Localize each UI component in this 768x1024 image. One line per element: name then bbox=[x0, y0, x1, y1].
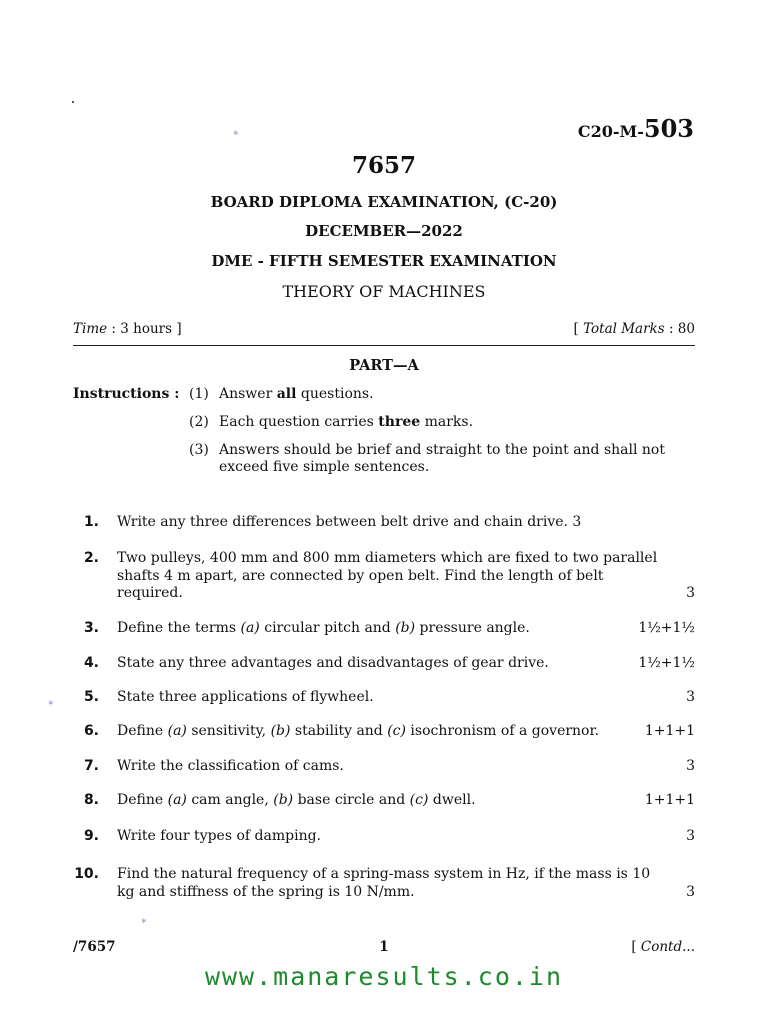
marks-open-bracket: [ bbox=[573, 321, 584, 337]
instruction-item bbox=[189, 442, 679, 476]
question-subpart-label: (a) bbox=[167, 723, 187, 739]
question-text-part: sensitivity, bbox=[186, 723, 271, 739]
instruction-text: Answers should be brief and straight to the point and shall not exceed five simple sentences. bbox=[219, 442, 665, 475]
question-subpart-label: (c) bbox=[409, 792, 429, 808]
paper-code: 7657 bbox=[351, 152, 416, 179]
question-item bbox=[73, 550, 695, 603]
question-item bbox=[73, 723, 695, 741]
question-item bbox=[73, 655, 695, 673]
question-marks: 1+1+1 bbox=[644, 723, 695, 739]
header-divider bbox=[73, 345, 695, 346]
website-watermark: www.manaresults.co.in bbox=[204, 962, 564, 991]
question-text-part: dwell. bbox=[428, 792, 476, 808]
question-text-part: stability and bbox=[290, 723, 388, 739]
question-number: 10. bbox=[74, 866, 99, 882]
decorative-star-icon: ✶ bbox=[232, 129, 240, 139]
instruction-item bbox=[189, 414, 679, 431]
decorative-star-icon: ✶ bbox=[47, 699, 55, 709]
question-subpart-label: (b) bbox=[395, 620, 416, 636]
instruction-text-part: Answer bbox=[219, 386, 277, 402]
question-marks: 1½+1½ bbox=[638, 620, 695, 636]
question-text: Write four types of damping. bbox=[117, 828, 321, 844]
question-marks: 3 bbox=[686, 758, 695, 774]
marks-value: : 80 bbox=[668, 321, 695, 337]
question-text-part: Define bbox=[117, 792, 168, 808]
continued-note bbox=[631, 939, 695, 955]
instruction-text bbox=[219, 414, 679, 431]
semester-title: DME - FIFTH SEMESTER EXAMINATION bbox=[211, 252, 557, 270]
question-item bbox=[73, 620, 695, 638]
question-marks: 1+1+1 bbox=[644, 792, 695, 808]
instruction-text-part: Each question carries bbox=[219, 414, 379, 430]
question-text-part: pressure angle. bbox=[415, 620, 530, 636]
question-number: 9. bbox=[83, 828, 99, 844]
question-number: 2. bbox=[83, 550, 99, 566]
question-text: Write the classification of cams. bbox=[117, 758, 344, 774]
subject-code-number: 503 bbox=[643, 114, 694, 143]
continued-text: Contd... bbox=[640, 939, 695, 955]
marks-label: Total Marks bbox=[583, 321, 665, 337]
question-item bbox=[73, 828, 695, 846]
question-marks: 3 bbox=[686, 689, 695, 705]
question-item bbox=[73, 758, 695, 776]
question-number: 1. bbox=[83, 514, 99, 530]
instruction-text-part: questions. bbox=[296, 386, 374, 402]
exam-board-title: BOARD DIPLOMA EXAMINATION, (C-20) bbox=[210, 193, 558, 211]
question-text bbox=[117, 723, 629, 741]
subject-code bbox=[578, 114, 694, 143]
instruction-text-part: marks. bbox=[420, 414, 474, 430]
question-text: Find the natural frequency of a spring-mass system in Hz, if the mass is 10 kg and stiffness of the spring is 10 N/mm. bbox=[117, 866, 651, 900]
subject-title: THEORY OF MACHINES bbox=[282, 282, 486, 301]
question-item bbox=[73, 514, 695, 532]
question-text-part: base circle and bbox=[293, 792, 410, 808]
question-text-part: circular pitch and bbox=[259, 620, 396, 636]
question-text-part: Define the terms bbox=[117, 620, 241, 636]
question-number: 7. bbox=[83, 758, 99, 774]
question-number: 4. bbox=[83, 655, 99, 671]
subject-code-prefix: C20-M- bbox=[577, 122, 644, 141]
question-subpart-label: (b) bbox=[273, 792, 294, 808]
question-item bbox=[73, 792, 695, 810]
footer-paper-code: /7657 bbox=[73, 939, 116, 955]
instruction-text-bold: all bbox=[276, 386, 297, 402]
instruction-number: (1) bbox=[189, 386, 209, 402]
question-subpart-label: (a) bbox=[240, 620, 260, 636]
part-title: PART—A bbox=[349, 357, 419, 374]
total-marks bbox=[574, 321, 696, 337]
question-text bbox=[117, 620, 617, 638]
question-marks: 3 bbox=[686, 828, 695, 844]
question-number: 5. bbox=[83, 689, 99, 705]
decorative-star-icon: ✶ bbox=[140, 917, 148, 927]
question-text-part: isochronism of a governor. bbox=[405, 723, 600, 739]
instructions-label: Instructions : bbox=[73, 386, 180, 402]
question-item bbox=[73, 866, 695, 901]
question-subpart-label: (a) bbox=[167, 792, 187, 808]
instruction-number: (3) bbox=[189, 442, 209, 458]
time-value: : 3 hours ] bbox=[111, 321, 182, 337]
question-text: State any three advantages and disadvantages of gear drive. bbox=[117, 655, 549, 671]
exam-month: DECEMBER—2022 bbox=[305, 222, 463, 240]
question-number: 6. bbox=[83, 723, 99, 739]
question-text-part: cam angle, bbox=[186, 792, 274, 808]
question-marks: 1½+1½ bbox=[638, 655, 695, 671]
decorative-dot bbox=[72, 101, 74, 103]
question-text: Two pulleys, 400 mm and 800 mm diameters which are fixed to two parallel shafts 4 m apart, are connected by open belt. Find the length of belt required. bbox=[117, 550, 658, 601]
question-marks: 3 bbox=[686, 883, 695, 900]
continued-bracket: [ bbox=[631, 939, 641, 955]
question-text: State three applications of flywheel. bbox=[117, 689, 374, 705]
instruction-item bbox=[189, 386, 679, 403]
time-label: Time bbox=[73, 321, 108, 337]
question-number: 3. bbox=[83, 620, 99, 636]
time-allowed bbox=[73, 321, 182, 337]
question-text-part: Define bbox=[117, 723, 168, 739]
question-text: Write any three differences between belt drive and chain drive. 3 bbox=[117, 514, 582, 530]
instruction-number: (2) bbox=[189, 414, 209, 430]
instruction-text bbox=[219, 386, 679, 403]
question-subpart-label: (c) bbox=[387, 723, 406, 739]
instruction-text-bold: three bbox=[378, 414, 421, 430]
page-number: 1 bbox=[379, 939, 389, 955]
question-number: 8. bbox=[83, 792, 99, 808]
question-marks: 3 bbox=[686, 585, 695, 601]
question-item bbox=[73, 689, 695, 707]
question-text bbox=[117, 792, 617, 810]
question-subpart-label: (b) bbox=[270, 723, 291, 739]
